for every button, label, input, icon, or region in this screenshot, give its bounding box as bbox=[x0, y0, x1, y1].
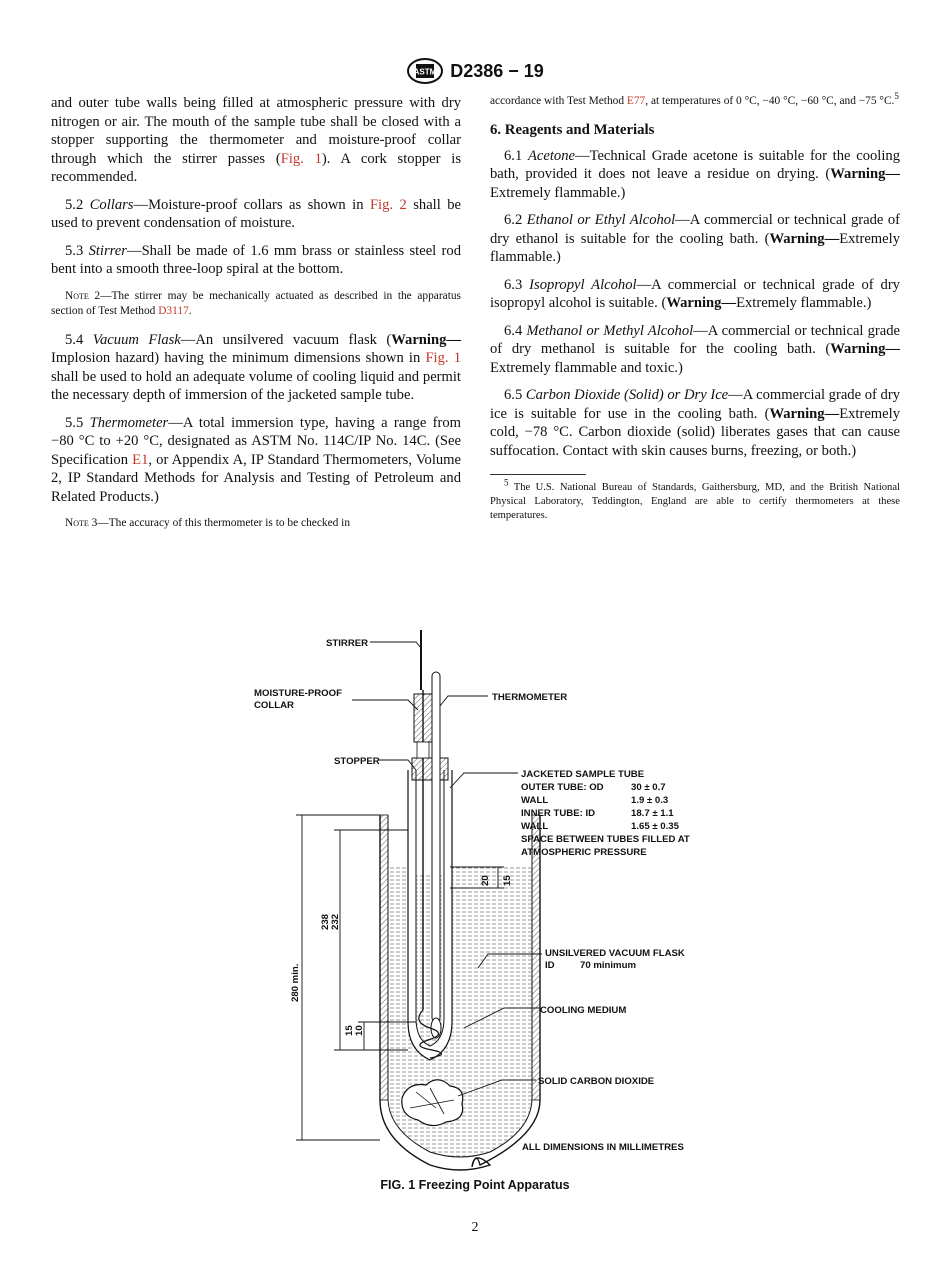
document-id: D2386 − 19 bbox=[450, 60, 544, 81]
dim-15-top: 15 bbox=[502, 875, 513, 886]
value-inner-tube: 18.7 ± 1.1 bbox=[631, 808, 674, 819]
label-wall-1: WALL bbox=[521, 795, 549, 806]
svg-text:ASTM: ASTM bbox=[413, 67, 437, 77]
section-6-heading: 6. Reagents and Materials bbox=[490, 122, 655, 138]
section-6-5: 6.5 Carbon Dioxide (Solid) or Dry Ice—A commercial grade of dry ice is suitable for use in the cooling bath. (Warning—Extremely cold, −78 °C. Carbon dioxide (solid) liberates gases that can cause suffocation. Contact with skin causes burns, freezing, or both.) bbox=[490, 387, 900, 459]
section-6-1: 6.1 Acetone—Technical Grade acetone is suitable for the cooling bath, provided it does not leave a residue on drying. (Warning—Extremely flammable.) bbox=[490, 147, 900, 201]
value-outer-tube: 30 ± 0.7 bbox=[631, 782, 666, 793]
flask-wall-left bbox=[380, 815, 388, 1100]
label-stirrer: STIRRER bbox=[326, 638, 369, 649]
note-3-continued: accordance with Test Method E77, at temperatures of 0 °C, −40 °C, −60 °C, and −75 °C.$^5$ bbox=[490, 91, 899, 107]
section-5-2: 5.2 Collars—Moisture-proof collars as shown in Fig. 2 shall be used to prevent condensation of moisture. bbox=[51, 196, 462, 231]
label-collar-2: COLLAR bbox=[254, 700, 294, 711]
fig2-link[interactable]: Fig. 2 bbox=[369, 196, 407, 213]
dim-232: 232 bbox=[330, 913, 341, 930]
thermometer-stem bbox=[432, 672, 440, 1022]
label-thermometer: THERMOMETER bbox=[492, 692, 568, 703]
label-inner-tube: INNER TUBE: ID bbox=[521, 808, 596, 819]
fig1-link-2[interactable]: Fig. 1 bbox=[425, 350, 462, 366]
section-6-3: 6.3 Isopropyl Alcohol—A commercial or technical grade of dry isopropyl alcohol is suitable. (Warning—Extremely flammable.) bbox=[490, 276, 900, 311]
label-stopper: STOPPER bbox=[334, 756, 380, 767]
page-number: 2 bbox=[471, 1220, 479, 1235]
apparatus-diagram bbox=[240, 630, 720, 1175]
dim-15-bottom: 15 bbox=[344, 1025, 355, 1036]
e77-link[interactable]: E77 bbox=[626, 95, 646, 107]
footnote-5: $^5$ The U.S. National Bureau of Standards, Gaithersburg, MD, and the British National Physical Laboratory, Teddington, England are able to certify thermometers at these temperatures. bbox=[490, 477, 900, 521]
fig1-link[interactable]: Fig. 1 bbox=[280, 150, 322, 167]
figure-freezing-point-apparatus bbox=[240, 630, 720, 1175]
right-column bbox=[490, 91, 901, 523]
section-6-2: 6.2 Ethanol or Ethyl Alcohol—A commercial or technical grade of dry ethanol is suitable for the cooling bath. (Warning—Extremely flammable.) bbox=[490, 212, 901, 265]
paragraph-continuation: and outer tube walls being filled at atmospheric pressure with dry nitrogen or air. The mouth of the sample tube shall be closed with a stopper supporting the thermometer and moisture-proof collar through which the stirrer passes (Fig. 1). A cork stopper is recommended. bbox=[51, 95, 461, 185]
left-column bbox=[51, 94, 461, 543]
dim-20: 20 bbox=[480, 875, 491, 886]
label-outer-tube: OUTER TUBE: OD bbox=[521, 782, 604, 793]
value-flask-id: 70 minimum bbox=[580, 960, 636, 971]
dim-238: 238 bbox=[320, 913, 331, 930]
footnote-divider bbox=[490, 474, 586, 475]
label-flask-id: ID bbox=[545, 960, 555, 971]
note-2: Note 2—The stirrer may be mechanically actuated as described in the apparatus section of Test Method D3117. bbox=[51, 289, 461, 317]
section-5-3: 5.3 Stirrer—Shall be made of 1.6 mm brass or stainless steel rod bent into a smooth three-loop spiral at the bottom. bbox=[51, 242, 462, 277]
label-space-2: ATMOSPHERIC PRESSURE bbox=[521, 847, 647, 858]
note-3: Note 3—The accuracy of this thermometer is to be checked in bbox=[65, 517, 351, 529]
page-header bbox=[0, 56, 950, 86]
value-wall-2: 1.65 ± 0.35 bbox=[631, 821, 679, 832]
stopper bbox=[412, 758, 448, 780]
dim-10: 10 bbox=[354, 1025, 365, 1036]
label-jacketed-tube: JACKETED SAMPLE TUBE bbox=[521, 769, 645, 780]
dim-280: 280 min. bbox=[290, 963, 301, 1002]
label-space-1: SPACE BETWEEN TUBES FILLED AT bbox=[521, 834, 690, 845]
label-collar-1: MOISTURE-PROOF bbox=[254, 688, 342, 699]
d3117-link[interactable]: D3117 bbox=[158, 304, 189, 317]
section-6-4: 6.4 Methanol or Methyl Alcohol—A commercial or technical grade of dry methanol is suitable for the cooling bath. (Warning—Extremely flammable and toxic.) bbox=[490, 322, 900, 376]
astm-logo-icon bbox=[406, 58, 444, 84]
value-wall-1: 1.9 ± 0.3 bbox=[631, 795, 669, 806]
moisture-proof-collar bbox=[414, 694, 432, 742]
label-flask: UNSILVERED VACUUM FLASK bbox=[545, 948, 685, 959]
section-5-4: 5.4 Vacuum Flask—An unsilvered vacuum flask (Warning—Implosion hazard) having the minimum dimensions shown in Fig. 1 shall be used to hold an adequate volume of cooling liquid and permit the necessary depth of immersion of the jacketed sample tube. bbox=[51, 331, 462, 403]
e1-link[interactable]: E1 bbox=[132, 451, 149, 468]
label-solid-co2: SOLID CARBON DIOXIDE bbox=[538, 1076, 655, 1087]
section-5-5: 5.5 Thermometer—A total immersion type, having a range from −80 °C to +20 °C, designated as ASTM No. 114C/IP No. 14C. (See Specification E1, or Appendix A, IP Standard Thermometers, Volume 2, IP Standard Methods for Analysis and Testing of Petroleum and Related Products.) bbox=[51, 414, 462, 505]
label-wall-2: WALL bbox=[521, 821, 549, 832]
label-all-dimensions: ALL DIMENSIONS IN MILLIMETRES bbox=[522, 1142, 684, 1153]
label-cooling-medium: COOLING MEDIUM bbox=[540, 1005, 627, 1016]
figure-caption: FIG. 1 Freezing Point Apparatus bbox=[380, 1178, 570, 1192]
